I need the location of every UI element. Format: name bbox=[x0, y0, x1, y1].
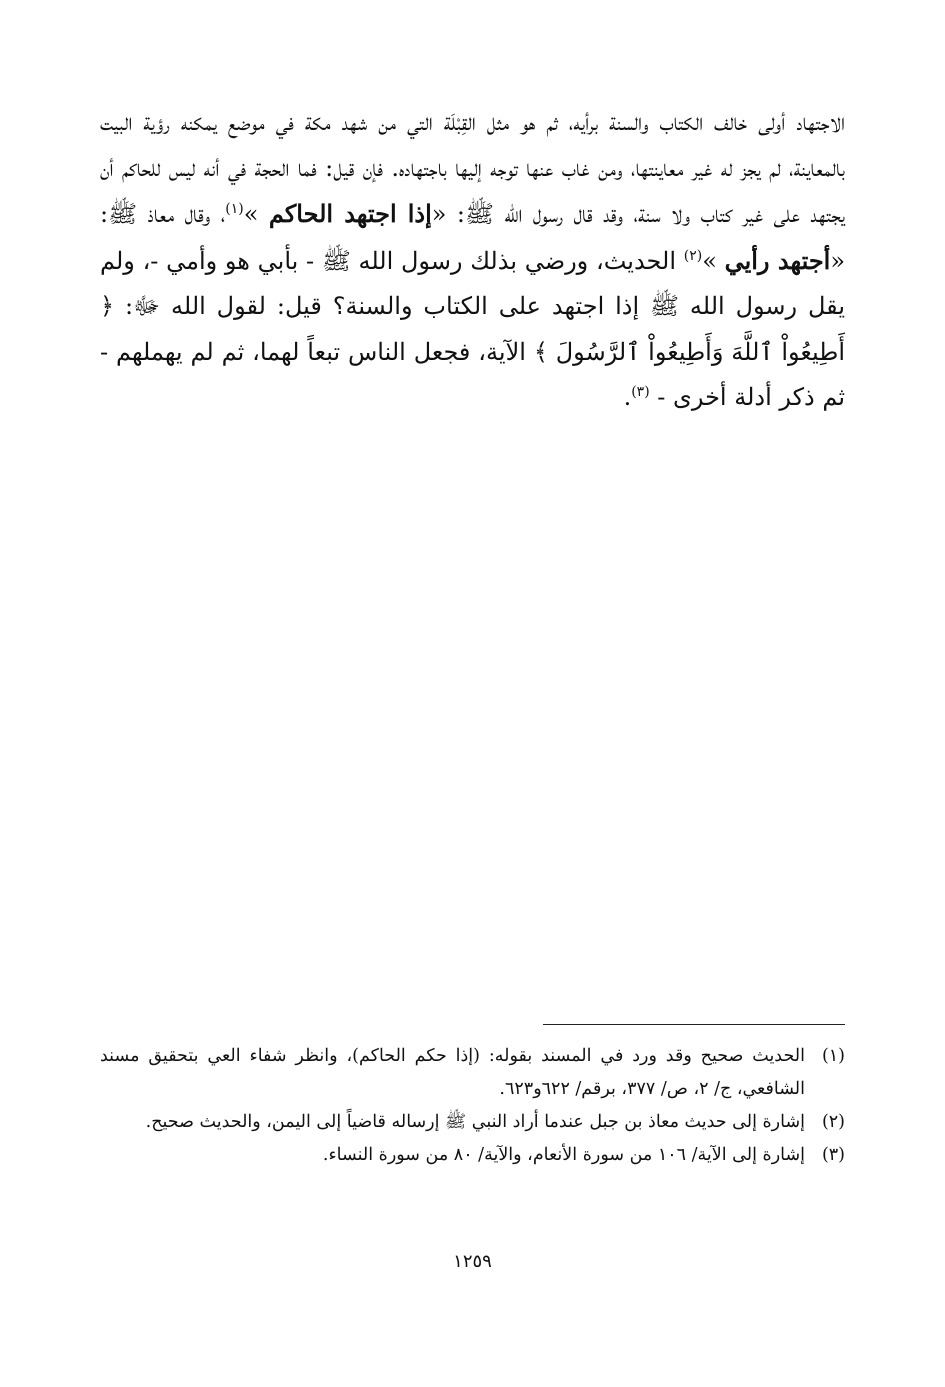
main-text-block bbox=[100, 100, 845, 421]
footnote-item bbox=[100, 1040, 845, 1106]
body-text-segment: الحديث، ورضي بذلك رسول الله ﷺ - بأبي هو وأمي -، ولم يقل رسول الله ﷺ إذا اجتهد على الكتاب والسنة؟ قيل: لقول الله ﷻ: bbox=[100, 246, 845, 320]
hadith-quote-bold: إذا اجتهد الحاكم bbox=[268, 199, 432, 228]
footnote-reference: (٣) bbox=[631, 384, 650, 400]
footnote-divider bbox=[543, 1024, 845, 1025]
body-text-segment: ، وقال معاذ ﷺ: « bbox=[100, 200, 846, 275]
footnotes-section bbox=[100, 1040, 845, 1172]
footnote-number: (٣) bbox=[821, 1145, 845, 1165]
footnote-text: إشارة إلى الآية/ ١٠٦ من سورة الأنعام، والآية/ ٨٠ من سورة النساء. bbox=[322, 1145, 805, 1165]
footnote-text: الحديث صحيح وقد ورد في المسند بقوله: (إذا حكم الحاكم)، وانظر شفاء العي بتحقيق مسند الشافعي، ج/ ٢، ص/ ٣٧٧، برقم/ ٦٢٢و٦٢٣. bbox=[100, 1046, 805, 1099]
body-paragraph bbox=[100, 100, 845, 421]
body-text-end: . bbox=[623, 383, 632, 411]
footnote-reference: (١) bbox=[225, 201, 244, 217]
footnote-item bbox=[100, 1106, 845, 1139]
body-text-segment: الاجتهاد أولى خالف الكتاب والسنة برأيه، ثم هو مثل القِبْلَة التي من شهد مكة في موضع يمكنه رؤية البيت بالمعاينة، لم يجز له غير معاينتها، ومن غاب عنها توجه إليها باجتهاده. فإن قيل: فما الحجة في أنه ليس للحاكم أن يجتهد على غير كتاب ولا سنة، وقد قال رسول الله ﷺ: « bbox=[100, 108, 846, 228]
footnote-reference: (٢) bbox=[683, 247, 703, 264]
hadith-quote-bold: أجتهد رأيي bbox=[724, 245, 831, 275]
quote-close: » bbox=[702, 246, 725, 275]
footnote-item bbox=[100, 1139, 845, 1172]
body-text-segment: الآية، فجعل الناس تبعاً لهما، ثم لم يهملهم - ثم ذكر أدلة أخرى - bbox=[100, 337, 845, 411]
footnote-text: إشارة إلى حديث معاذ بن جبل عندما أراد النبي ﷺ إرساله قاضياً إلى اليمن، والحديث صحيح. bbox=[145, 1112, 805, 1132]
quote-close: » bbox=[243, 200, 269, 228]
footnote-number: (١) bbox=[821, 1046, 845, 1066]
footnote-number: (٢) bbox=[821, 1112, 845, 1132]
page-number: ١٢٥٩ bbox=[453, 1251, 492, 1272]
quran-verse: ﴿ أَطِيعُواْ ٱللَّهَ وَأَطِيعُواْ ٱلرَّسُولَ ﴾ bbox=[100, 292, 846, 366]
